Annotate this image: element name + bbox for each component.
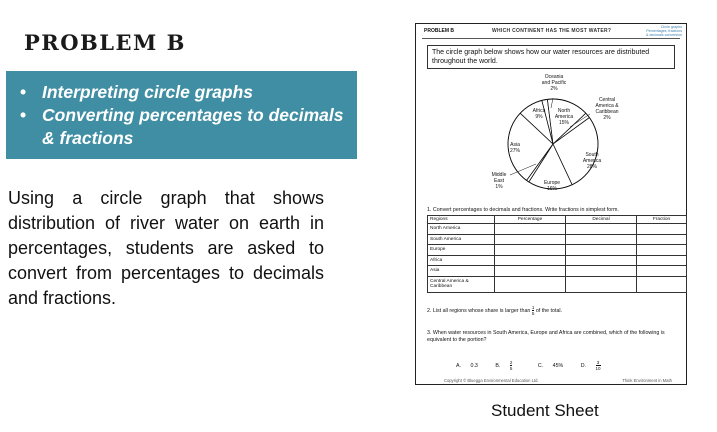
sheet-tag: Percentages, fractions — [646, 29, 682, 33]
fraction-den: 5 — [531, 311, 535, 316]
label-oceania: and Pacific — [541, 80, 567, 86]
option-letter: B. — [495, 362, 501, 369]
label-middle-east: East — [493, 178, 505, 184]
table-row — [428, 255, 687, 266]
table-row — [428, 224, 687, 235]
answer-cell[interactable] — [637, 266, 687, 277]
answer-cell[interactable] — [495, 266, 566, 277]
sheet-tag: Circle graphs — [660, 25, 682, 29]
table-header: Decimal — [566, 216, 637, 224]
table-header: Percentage — [495, 216, 566, 224]
fraction-num: 2 — [509, 360, 513, 365]
table-row — [428, 234, 687, 245]
region-cell: Africa — [428, 255, 495, 266]
objective-text: Interpreting circle graphs — [42, 82, 254, 102]
student-sheet-caption: Student Sheet — [491, 401, 599, 420]
objective-text: Converting percentages to decimals & fractions — [42, 105, 344, 148]
option-text: 0.3 — [470, 362, 478, 369]
table-header: Fraction — [637, 216, 687, 224]
label-asia: Asia — [510, 142, 520, 148]
label-central: Caribbean — [595, 109, 619, 115]
label-south-america: America — [582, 158, 602, 164]
answer-cell[interactable] — [495, 224, 566, 235]
fraction-den: 5 — [509, 366, 513, 371]
label-north-america-value: 15% — [558, 120, 570, 126]
label-africa: Africa — [532, 108, 546, 114]
answer-cell[interactable] — [495, 245, 566, 256]
answer-options — [456, 360, 625, 371]
student-sheet — [415, 23, 687, 385]
region-cell: Asia — [428, 266, 495, 277]
answer-cell[interactable] — [566, 276, 637, 292]
option-letter: A. — [456, 362, 462, 369]
label-middle-east: Middle — [491, 172, 507, 178]
fraction — [532, 305, 535, 316]
header-divider — [422, 38, 680, 39]
objective-item: • Interpreting circle graphs — [20, 82, 254, 102]
objectives-banner — [6, 71, 357, 159]
answer-cell[interactable] — [566, 245, 637, 256]
sheet-intro: The circle graph below shows how our water resources are distributed throughout the world. — [427, 45, 675, 69]
sheet-tag: & decimals conversion — [646, 33, 682, 37]
label-central-value: 2% — [603, 115, 611, 121]
table-header-row — [428, 216, 687, 224]
region-cell: Europe — [428, 245, 495, 256]
fraction-den: 10 — [595, 366, 601, 371]
answer-cell[interactable] — [637, 234, 687, 245]
region-cell: South America — [428, 234, 495, 245]
water-pie-chart — [466, 72, 636, 207]
answer-cell[interactable] — [637, 276, 687, 292]
answer-cell[interactable] — [637, 255, 687, 266]
label-central: Central — [598, 97, 616, 103]
table-row — [428, 276, 687, 292]
fraction-num: 1 — [531, 305, 535, 310]
table-header: Regions — [428, 216, 495, 224]
sheet-tags — [646, 25, 682, 37]
label-europe: Europe — [543, 180, 561, 186]
question-2-text: of the total. — [535, 307, 563, 314]
label-north-america: North — [557, 108, 571, 114]
option-letter: C. — [537, 362, 544, 369]
option-letter: D. — [580, 362, 587, 369]
label-south-america-value: 28% — [586, 164, 598, 170]
sheet-footer-brand: Think Environment in Math — [622, 378, 672, 383]
label-europe-value: 16% — [546, 186, 558, 192]
answer-cell[interactable] — [495, 255, 566, 266]
answer-cell[interactable] — [566, 234, 637, 245]
answer-cell[interactable] — [637, 224, 687, 235]
option-b[interactable] — [495, 360, 528, 371]
option-c[interactable] — [538, 363, 571, 369]
region-cell: North America — [428, 224, 495, 235]
answer-cell[interactable] — [566, 224, 637, 235]
question-1: 1. Convert percentages to decimals and fractions. Write fractions in simplest form. — [427, 207, 619, 213]
sheet-copyright: Copyright © Bluegga Environmental Education Ltd. — [444, 378, 539, 383]
question-2 — [427, 305, 562, 316]
option-d[interactable] — [580, 360, 617, 371]
answer-cell[interactable] — [495, 234, 566, 245]
label-oceania: Oceania — [544, 74, 564, 80]
fraction — [596, 360, 609, 371]
answer-cell[interactable] — [637, 245, 687, 256]
label-south-america: South — [585, 152, 599, 158]
option-a[interactable] — [456, 363, 486, 369]
sheet-question: WHICH CONTINENT HAS THE MOST WATER? — [492, 28, 612, 34]
sheet-problem: PROBLEM B — [424, 28, 454, 34]
sheet-header — [422, 27, 682, 36]
answer-cell[interactable] — [566, 266, 637, 277]
option-text: 45% — [552, 362, 564, 369]
label-central: America & — [595, 103, 619, 109]
conversion-table — [427, 215, 687, 293]
pie-slices — [508, 99, 598, 189]
fraction-num: 3 — [596, 360, 600, 365]
question-2-text: 2. List all regions whose share is larger than — [427, 307, 531, 314]
objective-item: • Converting percentages to decimals & fractions — [20, 105, 344, 148]
label-africa-value: 9% — [535, 114, 543, 120]
label-north-america: America — [554, 114, 574, 120]
label-oceania-value: 2% — [550, 86, 558, 92]
fraction — [510, 360, 521, 371]
region-cell: Central America & Caribbean — [428, 276, 495, 292]
description: Using a circle graph that shows distribution of river water on earth in percentages, students are asked to convert from percentages to decimals and fractions. — [8, 188, 324, 308]
table-row — [428, 245, 687, 256]
answer-cell[interactable] — [495, 276, 566, 292]
page-title: PROBLEM B — [24, 30, 186, 55]
label-middle-east-value: 1% — [495, 184, 503, 190]
question-3: 3. When water resources in South America, Europe and Africa are combined, which of the following is equivalent to the portion? — [427, 330, 665, 343]
answer-cell[interactable] — [566, 255, 637, 266]
label-asia-value: 27% — [509, 148, 521, 154]
table-row — [428, 266, 687, 277]
